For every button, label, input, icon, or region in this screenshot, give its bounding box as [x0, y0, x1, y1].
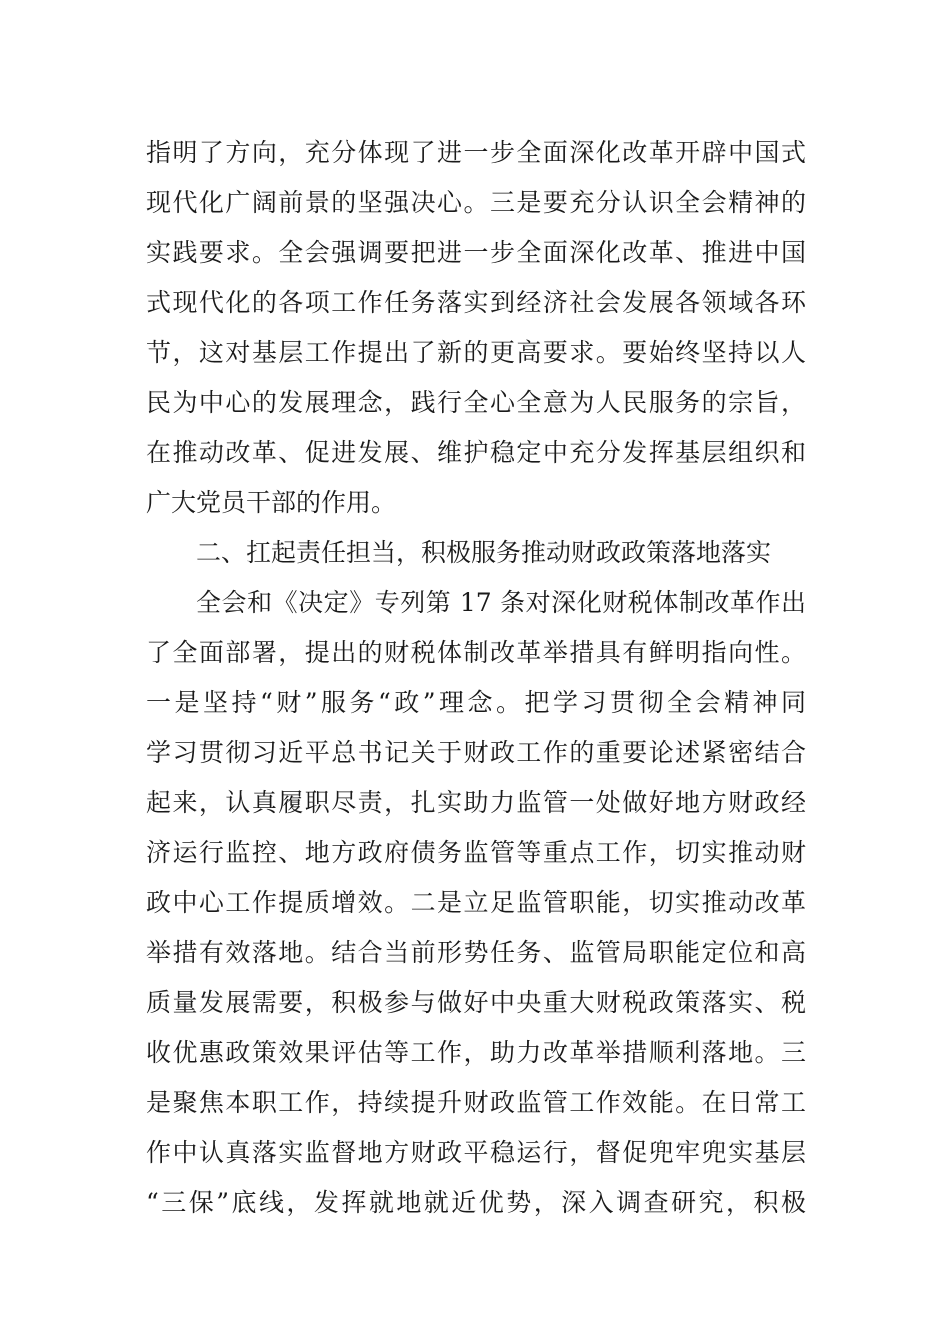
paragraph-line: 实践要求。全会强调要把进一步全面深化改革、推进中国 — [146, 238, 806, 267]
paragraph-line: 举措有效落地。结合当前形势任务、监管局职能定位和高 — [146, 938, 806, 967]
paragraph-line: 政中心工作提质增效。二是立足监管职能，切实推动改革 — [146, 888, 806, 917]
paragraph-line: 收优惠政策效果评估等工作，助力改革举措顺利落地。三 — [146, 1038, 806, 1067]
paragraph-line: 节，这对基层工作提出了新的更高要求。要始终坚持以人 — [146, 338, 806, 367]
paragraph-line: 是聚焦本职工作，持续提升财政监管工作效能。在日常工 — [146, 1088, 806, 1117]
paragraph-line: 起来，认真履职尽责，扎实助力监管一处做好地方财政经 — [146, 788, 806, 817]
paragraph-line: 指明了方向，充分体现了进一步全面深化改革开辟中国式 — [146, 138, 806, 167]
paragraph-line: “三保”底线，发挥就地就近优势，深入调查研究，积极 — [146, 1188, 806, 1217]
paragraph-line: 式现代化的各项工作任务落实到经济社会发展各领域各环 — [146, 288, 806, 317]
paragraph-line: 了全面部署，提出的财税体制改革举措具有鲜明指向性。 — [146, 638, 806, 667]
paragraph-line: 民为中心的发展理念，践行全心全意为人民服务的宗旨， — [146, 388, 806, 417]
paragraph-line: 质量发展需要，积极参与做好中央重大财税政策落实、税 — [146, 988, 806, 1017]
paragraph-line: 在推动改革、促进发展、维护稳定中充分发挥基层组织和 — [146, 438, 806, 467]
paragraph-line: 学习贯彻习近平总书记关于财政工作的重要论述紧密结合 — [146, 738, 806, 767]
paragraph-line: 一是坚持“财”服务“政”理念。把学习贯彻全会精神同 — [146, 688, 806, 717]
paragraph-line: 全会和《决定》专列第 17 条对深化财税体制改革作出 — [196, 588, 806, 617]
paragraph-line: 现代化广阔前景的坚强决心。三是要充分认识全会精神的 — [146, 188, 806, 217]
paragraph-line: 济运行监控、地方政府债务监管等重点工作，切实推动财 — [146, 838, 806, 867]
paragraph-line: 作中认真落实监督地方财政平稳运行，督促兜牢兜实基层 — [146, 1138, 806, 1167]
paragraph-line: 广大党员干部的作用。 — [146, 488, 397, 517]
section-heading: 二、扛起责任担当，积极服务推动财政政策落地落实 — [196, 538, 772, 567]
